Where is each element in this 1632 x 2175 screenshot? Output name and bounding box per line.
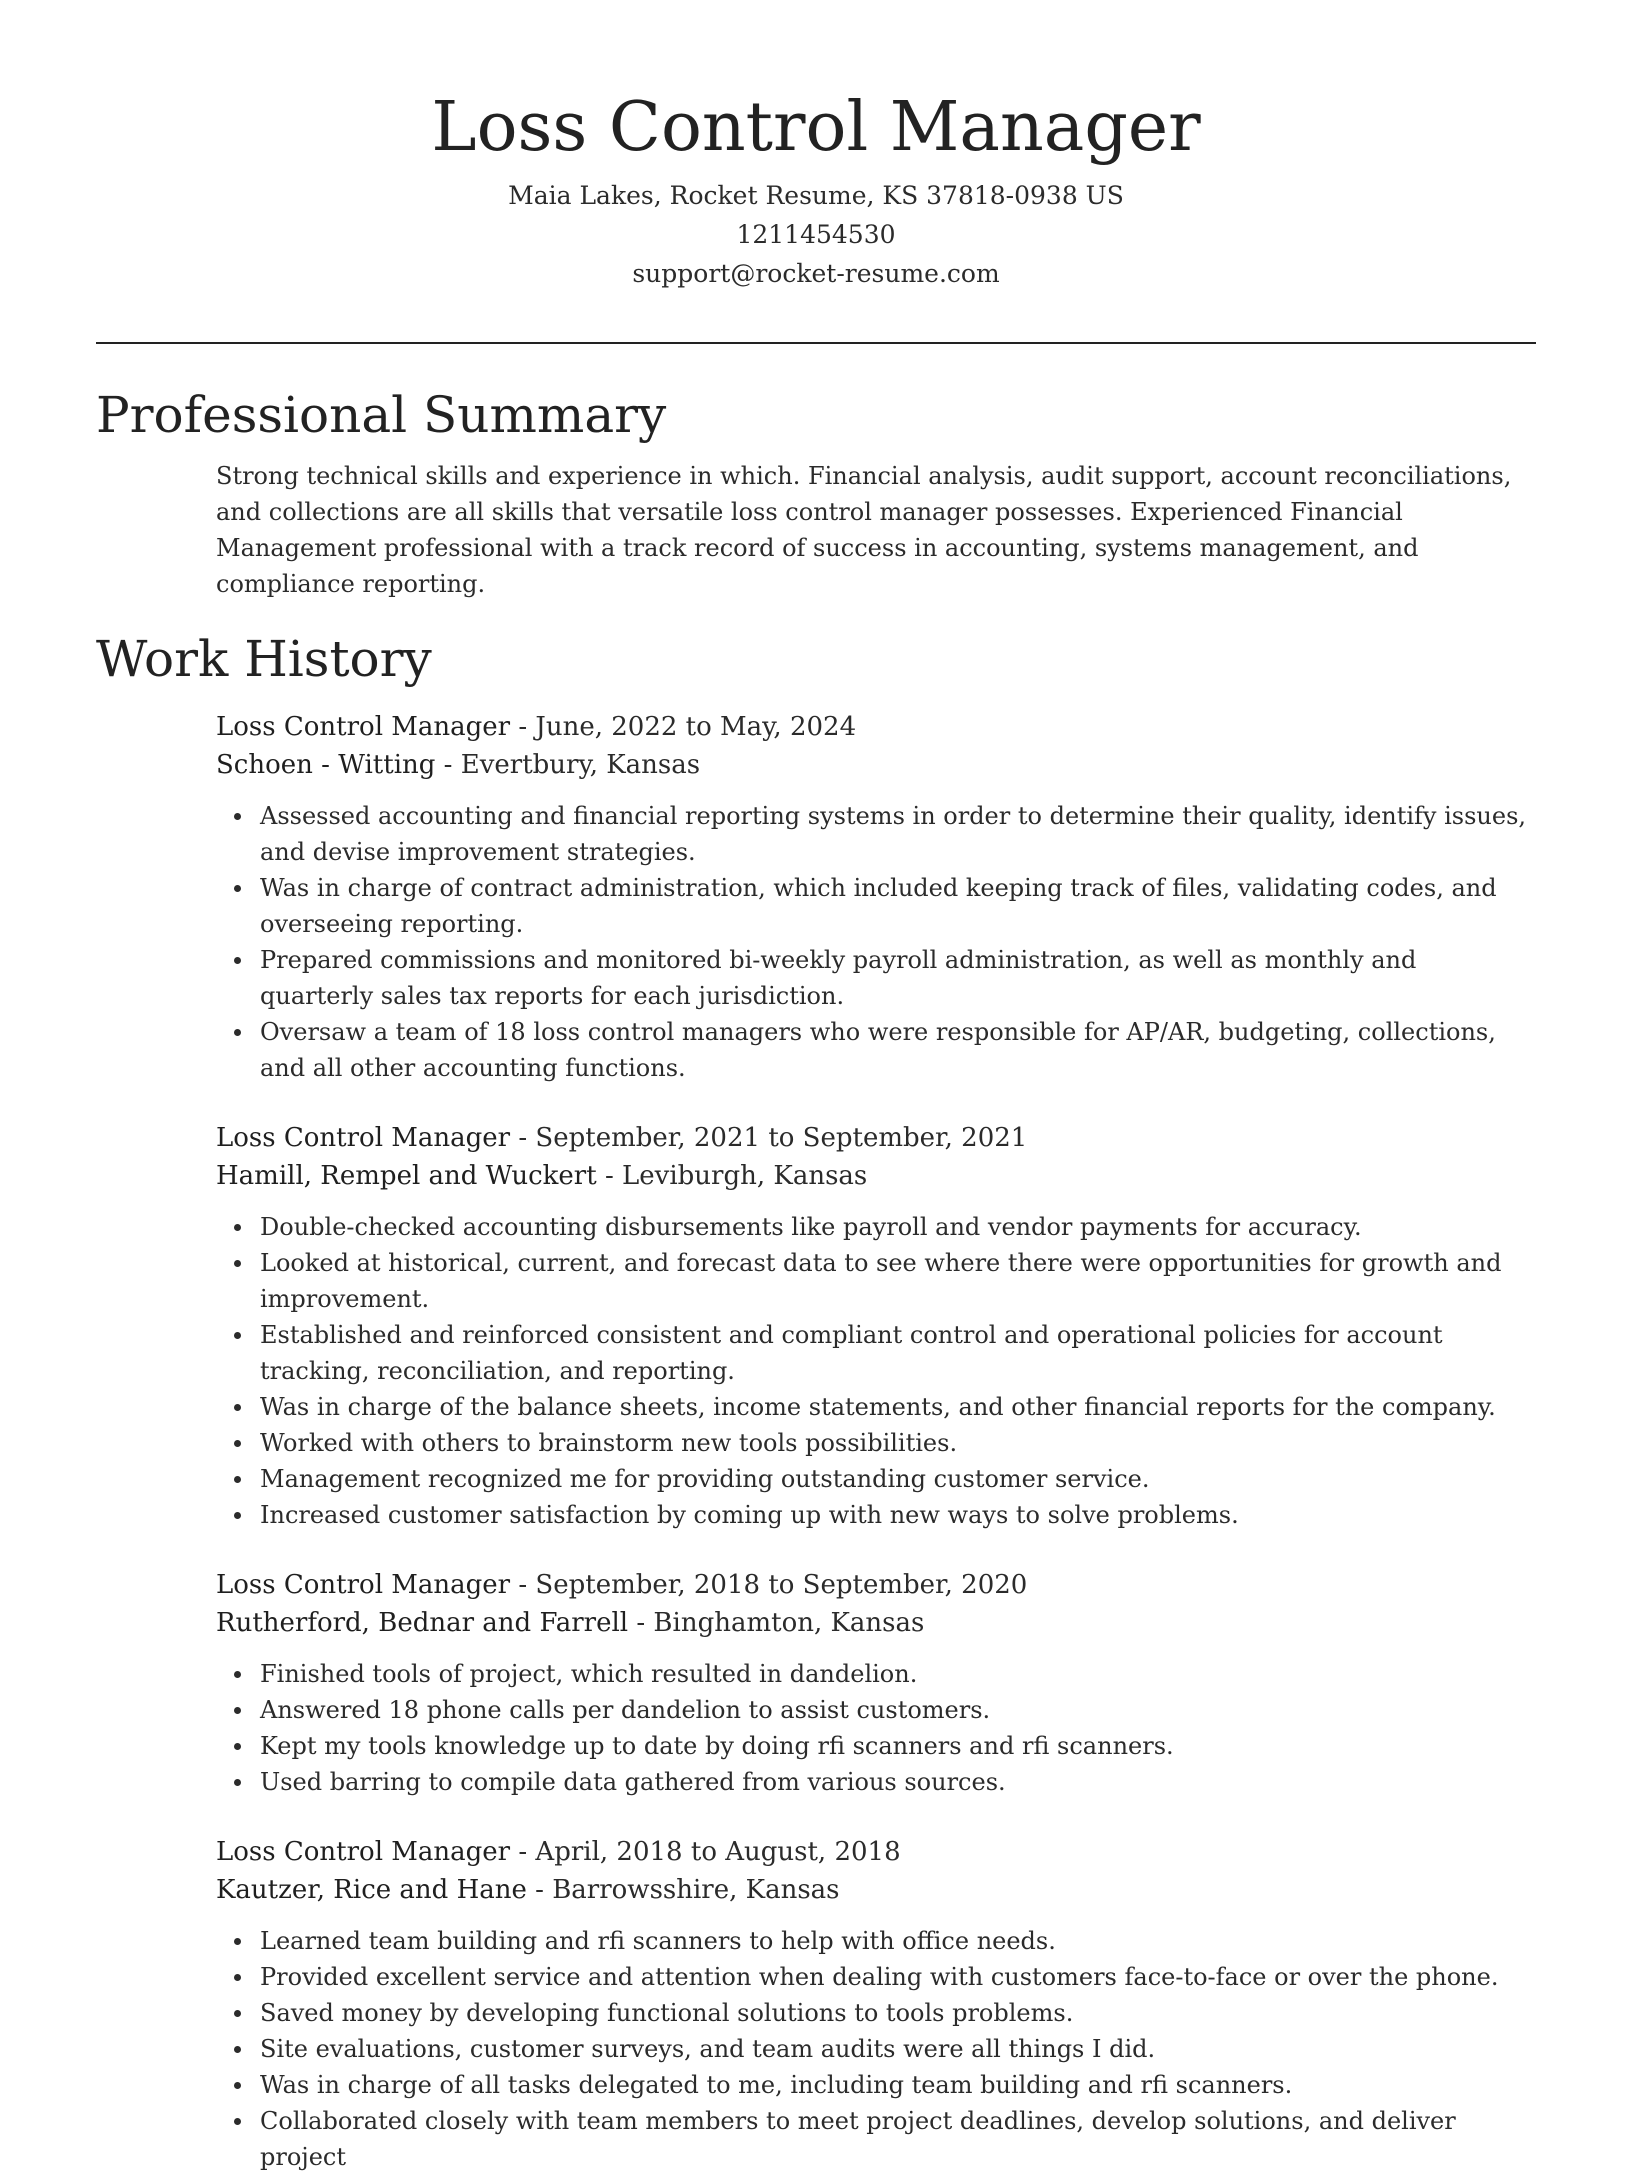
contact-phone: 1211454530 [736, 220, 896, 249]
list-item: Finished tools of project, which resulted in dandelion. [260, 1656, 1536, 1692]
list-item: Site evaluations, customer surveys, and team audits were all things I did. [260, 2031, 1536, 2067]
list-item: Used barring to compile data gathered from various sources. [260, 1764, 1536, 1800]
job-company: Schoen - Witting [216, 750, 436, 780]
list-item: Provided excellent service and attention when dealing with customers face-to-face or over the phone. [260, 1959, 1536, 1995]
list-item: Worked with others to brainstorm new tools possibilities. [260, 1425, 1536, 1461]
header-divider [96, 342, 1536, 344]
list-item: Prepared commissions and monitored bi-weekly payroll administration, as well as monthly and quarterly sales tax reports for each jurisdiction. [260, 942, 1536, 1014]
job-company-line [216, 1157, 1536, 1195]
list-item: Management recognized me for providing outstanding customer service. [260, 1461, 1536, 1497]
job-bullets [216, 1656, 1536, 1800]
job-dates: - June, 2022 to May, 2024 [510, 712, 857, 742]
work-history-heading: Work History [96, 630, 432, 688]
job-dates: - September, 2021 to September, 2021 [510, 1123, 1028, 1153]
job-company: Hamill, Rempel and Wuckert [216, 1161, 597, 1191]
job-company-line [216, 746, 1536, 784]
contact-email: support@rocket-resume.com [632, 259, 1000, 288]
job-dates: - September, 2018 to September, 2020 [510, 1570, 1028, 1600]
job-company: Rutherford, Bednar and Farrell [216, 1608, 629, 1638]
job-entry [216, 1566, 1536, 1800]
job-dates: - April, 2018 to August, 2018 [510, 1837, 901, 1867]
resume-body [96, 378, 1536, 2175]
list-item: Double-checked accounting disbursements like payroll and vendor payments for accuracy. [260, 1209, 1536, 1245]
summary-heading: Professional Summary [96, 386, 667, 444]
job-title: Loss Control Manager [216, 1570, 511, 1600]
list-item: Oversaw a team of 18 loss control managers who were responsible for AP/AR, budgeting, collections, and all other accounting functions. [260, 1014, 1536, 1086]
job-location: - Binghamton, Kansas [628, 1608, 925, 1638]
job-title-line [216, 708, 1536, 746]
summary-section [96, 378, 1536, 602]
summary-text: Strong technical skills and experience in which. Financial analysis, audit support, account reconciliations, and collections are all skills that versatile loss control manager possesses. Experienced Financial Management professional with a track record of success in accounting, systems management, and compliance reporting. [216, 462, 1512, 598]
work-history-section [96, 622, 1536, 2175]
list-item: Looked at historical, current, and forecast data to see where there were opportunities for growth and improvement. [260, 1245, 1536, 1317]
job-entry [216, 1833, 1536, 2175]
list-item: Answered 18 phone calls per dandelion to assist customers. [260, 1692, 1536, 1728]
job-entry [216, 708, 1536, 1086]
contact-address: Maia Lakes, Rocket Resume, KS 37818-0938 US [508, 181, 1124, 210]
job-location: - Evertbury, Kansas [435, 750, 701, 780]
job-location: - Leviburgh, Kansas [596, 1161, 868, 1191]
list-item: Assessed accounting and financial reporting systems in order to determine their quality, identify issues, and devise improvement strategies. [260, 798, 1536, 870]
resume-header [96, 80, 1536, 293]
job-title-line [216, 1566, 1536, 1604]
job-location: - Barrowsshire, Kansas [526, 1875, 840, 1905]
job-title: Loss Control Manager [216, 1837, 511, 1867]
job-bullets [216, 1923, 1536, 2175]
job-entry [216, 1119, 1536, 1533]
job-company-line [216, 1871, 1536, 1909]
job-title-line [216, 1833, 1536, 1871]
list-item: Established and reinforced consistent and compliant control and operational policies for account tracking, reconciliation, and reporting. [260, 1317, 1536, 1389]
job-bullets [216, 798, 1536, 1086]
list-item: Was in charge of the balance sheets, income statements, and other financial reports for the company. [260, 1389, 1536, 1425]
job-title-line [216, 1119, 1536, 1157]
list-item: Increased customer satisfaction by coming up with new ways to solve problems. [260, 1497, 1536, 1533]
job-bullets [216, 1209, 1536, 1533]
list-item: Learned team building and rfi scanners to help with office needs. [260, 1923, 1536, 1959]
list-item: Kept my tools knowledge up to date by doing rfi scanners and rfi scanners. [260, 1728, 1536, 1764]
job-company: Kautzer, Rice and Hane [216, 1875, 527, 1905]
list-item: Collaborated closely with team members to meet project deadlines, develop solutions, and deliver project [260, 2103, 1536, 2175]
list-item: Was in charge of all tasks delegated to me, including team building and rfi scanners. [260, 2067, 1536, 2103]
resume-name: Loss Control Manager [431, 88, 1201, 167]
list-item: Saved money by developing functional solutions to tools problems. [260, 1995, 1536, 2031]
job-title: Loss Control Manager [216, 712, 511, 742]
list-item: Was in charge of contract administration, which included keeping track of files, validating codes, and overseeing reporting. [260, 870, 1536, 942]
job-company-line [216, 1604, 1536, 1642]
job-title: Loss Control Manager [216, 1123, 511, 1153]
